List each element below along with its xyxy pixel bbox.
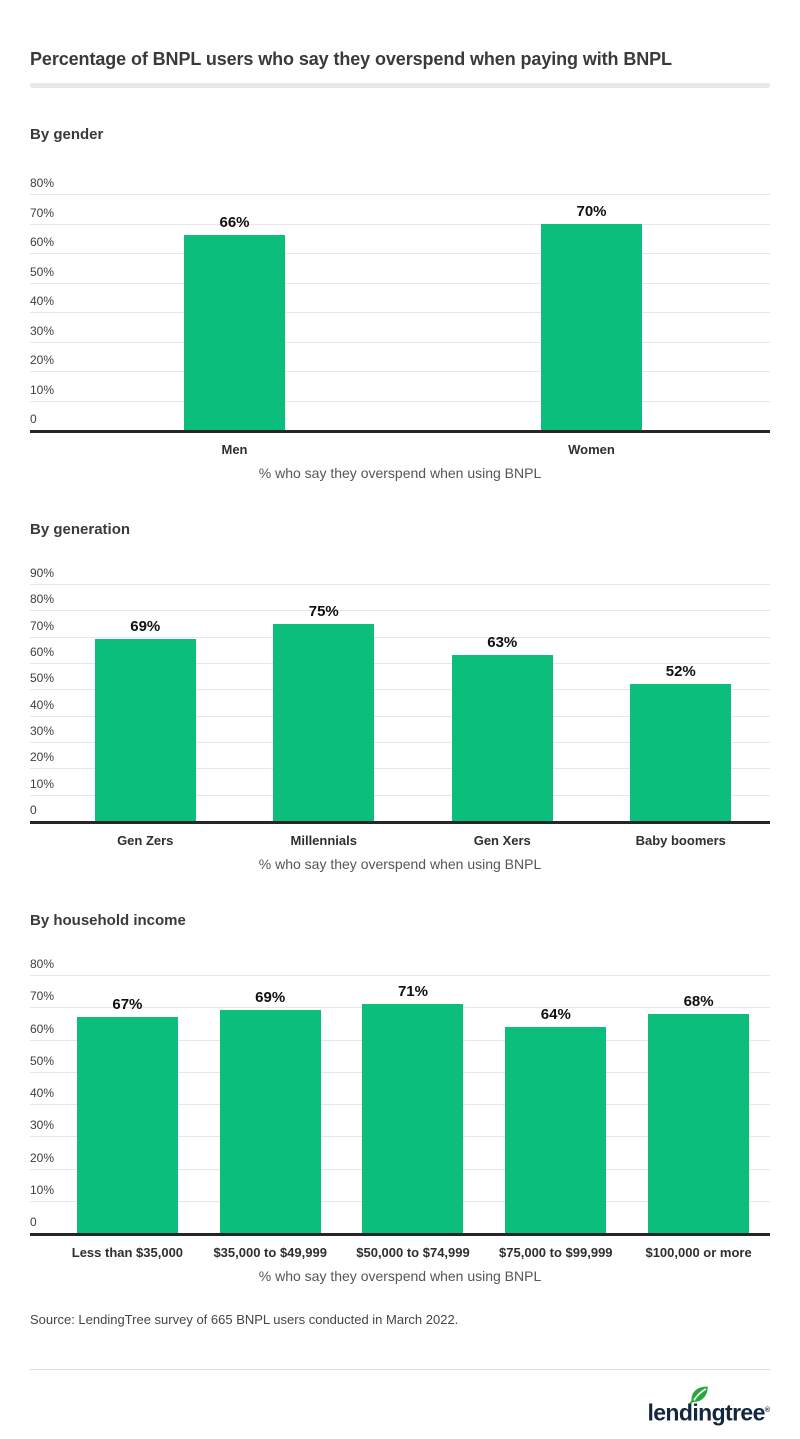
- x-axis-category-labels: [56, 1245, 770, 1260]
- x-axis-baseline: [30, 430, 770, 433]
- y-axis-tick-label: 90%: [30, 566, 55, 580]
- bar-slot: [342, 975, 485, 1233]
- bar--35-000-to-49-999: [220, 1010, 321, 1233]
- bar--100-000-or-more: [648, 1014, 749, 1233]
- bar-value-label: 69%: [130, 618, 161, 636]
- bar-value-label: 64%: [540, 1005, 571, 1023]
- y-axis-tick-label: 0: [30, 412, 37, 426]
- x-axis-category-label: Men: [221, 442, 248, 457]
- bar--50-000-to-74-999: [362, 1004, 463, 1233]
- footer-divider: [30, 1369, 770, 1370]
- x-axis-category-labels: [56, 833, 770, 848]
- chart-section-generation: [30, 521, 770, 872]
- x-axis-category-label: Gen Zers: [117, 833, 174, 848]
- bar-chart-gender: [30, 176, 770, 433]
- bar-value-label: 52%: [665, 663, 696, 681]
- y-axis-tick-label: 30%: [30, 1118, 55, 1133]
- y-axis-tick-label: 70%: [30, 989, 55, 1004]
- chart-section-title: By household income: [30, 912, 186, 929]
- y-axis-tick-label: 10%: [30, 776, 55, 791]
- footer: [30, 1386, 770, 1425]
- bars-container: [56, 975, 770, 1233]
- bar--75-000-to-99-999: [505, 1027, 606, 1233]
- x-axis-baseline: [30, 1233, 770, 1236]
- bar-value-label: 68%: [683, 992, 714, 1010]
- bar-chart-generation: [30, 566, 770, 824]
- y-axis-tick-label: 80%: [30, 957, 55, 971]
- leaf-icon: [688, 1383, 710, 1406]
- bar-value-label: 75%: [308, 602, 339, 620]
- bar-less-than-35-000: [77, 1017, 178, 1233]
- bar-millennials: [273, 624, 374, 822]
- y-axis-tick-label: 60%: [30, 235, 55, 249]
- bars-container: [56, 194, 770, 430]
- bar-slot: [199, 975, 342, 1233]
- registered-mark: ®: [764, 1407, 770, 1414]
- x-axis-category-label: Gen Xers: [473, 833, 531, 848]
- y-axis-tick-label: 20%: [30, 1150, 55, 1165]
- y-axis-tick-label: 10%: [30, 382, 55, 397]
- bar-value-label: 70%: [576, 202, 607, 220]
- chart-section-title: By gender: [30, 126, 104, 143]
- chart-section-gender: [30, 126, 770, 481]
- y-axis-tick-label: 50%: [30, 1053, 55, 1068]
- y-axis-tick-label: 70%: [30, 618, 55, 633]
- bar-slot: [56, 194, 413, 430]
- x-axis-title: % who say they overspend when using BNPL: [258, 1268, 542, 1284]
- x-axis-category-label: Millennials: [290, 833, 357, 848]
- y-axis-tick-label: 50%: [30, 671, 55, 686]
- y-axis-tick-label: 20%: [30, 353, 55, 367]
- x-axis-title: % who say they overspend when using BNPL: [258, 856, 542, 872]
- bar-slot: [56, 975, 199, 1233]
- source-note: Source: LendingTree survey of 665 BNPL users conducted in March 2022.: [30, 1312, 459, 1327]
- y-axis-tick-label: 40%: [30, 1086, 55, 1100]
- chart-section-income: [30, 912, 770, 1284]
- y-axis-tick-label: 30%: [30, 323, 55, 338]
- bar-slot: [627, 975, 770, 1233]
- bar-value-label: 69%: [255, 989, 286, 1007]
- bar-gen-xers: [452, 655, 553, 821]
- y-axis-tick-label: 10%: [30, 1182, 55, 1197]
- x-axis-category-label: $50,000 to $74,999: [356, 1245, 470, 1260]
- bar-value-label: 71%: [397, 983, 428, 1001]
- x-axis-category-label: Less than $35,000: [71, 1245, 184, 1260]
- bar-value-label: 67%: [112, 995, 143, 1013]
- x-axis-category-label: Baby boomers: [635, 833, 726, 848]
- y-axis-tick-label: 30%: [30, 724, 55, 738]
- x-axis-category-label: $35,000 to $49,999: [213, 1245, 327, 1260]
- bar-value-label: 66%: [219, 214, 250, 232]
- bars-container: [56, 584, 770, 821]
- page-title: Percentage of BNPL users who say they overspend when paying with BNPL: [30, 49, 672, 69]
- title-divider: [30, 83, 770, 88]
- y-axis-tick-label: 20%: [30, 750, 55, 765]
- bar-women: [541, 224, 642, 431]
- bar-slot: [592, 584, 771, 821]
- x-axis-category-labels: [56, 442, 770, 457]
- bar-men: [184, 235, 285, 430]
- bar-gen-zers: [95, 639, 196, 821]
- x-axis-baseline: [30, 821, 770, 824]
- y-axis-tick-label: 80%: [30, 176, 55, 190]
- y-axis-tick-label: 60%: [30, 1021, 55, 1036]
- bar-chart-income: [30, 957, 770, 1236]
- logo-wordmark: lendingtree: [647, 1399, 765, 1426]
- bar-value-label: 63%: [487, 634, 518, 652]
- y-axis-tick-label: 40%: [30, 697, 55, 712]
- x-axis-category-label: $100,000 or more: [645, 1245, 752, 1260]
- y-axis-tick-label: 50%: [30, 264, 55, 279]
- y-axis-tick-label: 70%: [30, 205, 55, 220]
- y-axis-tick-label: 0: [30, 803, 37, 817]
- y-axis-tick-label: 40%: [30, 294, 55, 308]
- bar-slot: [413, 194, 770, 430]
- y-axis-tick-label: 0: [30, 1215, 37, 1229]
- bar-slot: [56, 584, 235, 821]
- x-axis-title: % who say they overspend when using BNPL: [258, 465, 542, 481]
- bar-slot: [484, 975, 627, 1233]
- lendingtree-logo: [647, 1386, 770, 1425]
- bar-baby-boomers: [630, 684, 731, 821]
- bar-slot: [235, 584, 414, 821]
- chart-section-title: By generation: [30, 521, 131, 538]
- y-axis-tick-label: 80%: [30, 592, 55, 607]
- x-axis-category-label: $75,000 to $99,999: [499, 1245, 613, 1260]
- bar-slot: [413, 584, 592, 821]
- y-axis-tick-label: 60%: [30, 645, 55, 659]
- x-axis-category-label: Women: [568, 442, 615, 457]
